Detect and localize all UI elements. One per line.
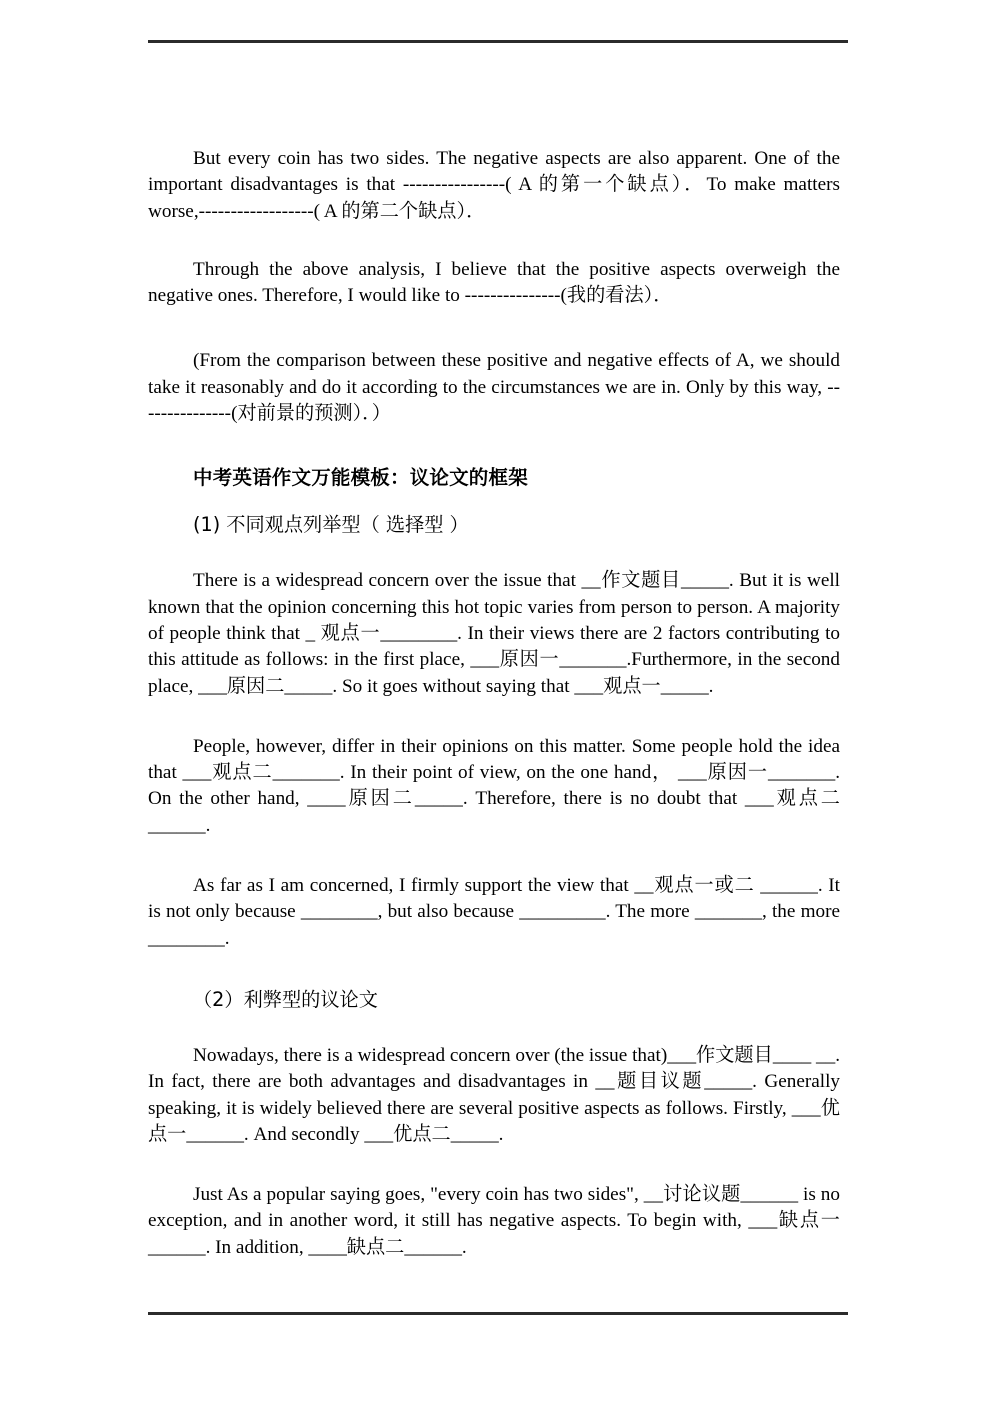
section-heading-argumentative-framework: 中考英语作文万能模板：议论文的框架 (193, 466, 528, 490)
paragraph-spacer (148, 330, 840, 348)
document-body (148, 146, 840, 1261)
paragraph-spacer (148, 973, 840, 986)
footer-rule (148, 1312, 848, 1315)
paragraph-spacer (148, 1033, 840, 1043)
paragraph-popular-saying: Just As a popular saying goes, "every coin has two sides", __讨论议题______ is no exception, and in another word, it still has negative aspects. To begin with, ___缺点一______. In addition, ____缺点二______. (148, 1184, 840, 1258)
paragraph-from-comparison: (From the comparison between these positive and negative effects of A, we should take it reasonably and do it according to the circumstances we are in. Only by this way, ---------------(对前景的预测）．） (148, 350, 840, 425)
paragraph-spacer (148, 721, 840, 734)
paragraph-as-far-as-i-am-concerned: As far as I am concerned, I firmly support the view that __观点一或二 ______. It is not only because ________, but also because _________. The more _______, the more ________. (148, 875, 840, 949)
header-rule (148, 40, 848, 43)
subheading-different-viewpoints: (1) 不同观点列举型（ 选择型 ） (193, 513, 469, 537)
paragraph-spacer (148, 558, 840, 568)
paragraph-through-analysis: Through the above analysis, I believe that the positive aspects overweigh the negative ones. Therefore, I would like to ---------------(我的看法）． (148, 258, 840, 307)
paragraph-widespread-concern-template: There is a widespread concern over the issue that __作文题目_____. But it is well known that the opinion concerning this hot topic varies from person to person. A majority of people think that _ 观点一________. In their views there are 2 factors contributing to this attitude as follows: in the first place, ___原因一_______.Furthermore, in the second place, ___原因二_____. So it goes without saying that ___观点一_____. (148, 570, 840, 697)
section-spacer (148, 448, 840, 464)
paragraph-nowadays-template: Nowadays, there is a widespread concern over (the issue that)___作文题目____ __. In fact, there are both advantages and disadvantages in __题目议题_____. Generally speaking, it is widely believed there are several positive aspects as follows. Firstly, ___优点一______. And secondly ___优点二_____. (148, 1044, 840, 1145)
paragraph-spacer (148, 860, 840, 873)
subheading-pros-and-cons: （2）利弊型的议论文 (193, 987, 378, 1011)
paragraph-negative-aspects: But every coin has two sides. The negative aspects are also apparent. One of the important disadvantages is that ----------------( A 的第一个缺点）．To make matters worse,------------------( A 的第二个缺点）． (148, 148, 840, 222)
paragraph-spacer (148, 246, 840, 257)
paragraph-people-however: People, however, differ in their opinions on this matter. Some people hold the idea that ___观点二_______. In their point of view, on the one hand， ___原因一_______. On the other hand, ____原因二_____. Therefore, there is no doubt that ___观点二______. (148, 735, 840, 836)
paragraph-spacer (148, 1169, 840, 1182)
